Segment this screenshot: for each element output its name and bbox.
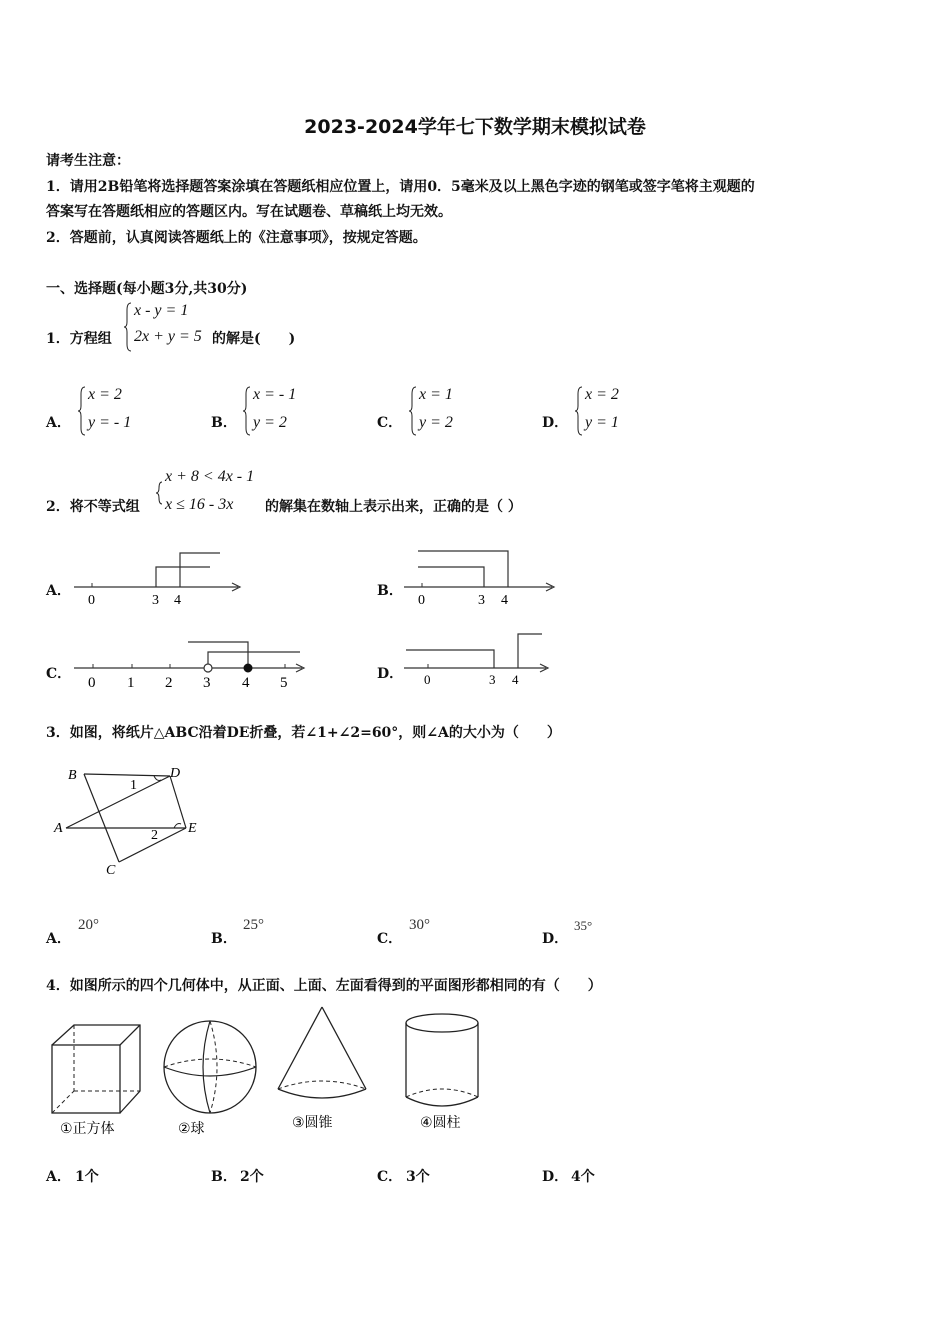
tick-label: 0 [418,593,425,608]
q1-eq-1: x - y = 1 [134,302,189,319]
tick-label: 3 [489,672,496,687]
notice-heading: 请考生注意： [46,153,130,169]
q2-number-line-a[interactable] [70,545,250,610]
left-brace-icon [155,468,163,518]
q1-option-a-line-1: x = 2 [88,386,122,403]
q3-triangle-figure [50,760,210,885]
left-brace-icon [575,386,583,436]
vertex-a: A [54,821,63,836]
vertex-c: C [106,863,116,878]
left-brace-icon [124,302,132,352]
tick-label: 4 [174,593,181,608]
q2-suffix: 的解集在数轴上表示出来，正确的是（ ） [265,499,522,515]
vertex-e: E [188,821,197,836]
caption-cone: ③圆锥 [292,1115,333,1131]
vertex-d: D [170,766,181,781]
tick-label: 1 [127,675,135,691]
q4-option-b-value[interactable]: 2个 [240,1169,264,1185]
q4-option-c-value[interactable]: 3个 [406,1169,430,1185]
q1-equation-system [124,302,219,352]
q1-option-b[interactable] [243,386,323,436]
cone-icon [278,1007,366,1098]
caption-cylinder: ④圆柱 [420,1115,461,1131]
caption-sphere: ②球 [178,1121,205,1137]
tick-label: 4 [512,672,519,687]
closed-point-icon [244,664,252,672]
sphere-icon [164,1021,256,1113]
caption-cube: ①正方体 [60,1121,115,1137]
cylinder-icon [406,1014,478,1106]
q1-option-a-label[interactable]: A． [46,415,71,431]
q3-option-c-label[interactable]: C． [377,931,403,947]
tick-label: 0 [424,672,431,687]
q2-prefix: 2．将不等式组 [46,499,140,515]
q3-option-c-value[interactable]: 30° [409,917,430,933]
left-brace-icon [409,386,417,436]
left-brace-icon [243,386,251,436]
q3-option-a-label[interactable]: A． [46,931,71,947]
q4-solids-figure [46,1005,486,1145]
q3-option-b-label[interactable]: B． [211,931,237,947]
angle-2-label: 2 [151,828,158,843]
q1-option-d[interactable] [575,386,655,436]
tick-label: 4 [501,593,508,608]
q1-option-c[interactable] [409,386,489,436]
tick-label: 3 [152,593,159,608]
notice-line-2: 2．答题前，认真阅读答题纸上的《注意事项》，按规定答题。 [46,230,427,246]
q4-option-a-value[interactable]: 1个 [75,1169,99,1185]
tick-label: 2 [165,675,173,691]
q4-text: 4．如图所示的四个几何体中，从正面、上面、左面看得到的平面图形都相同的有（ ） [46,978,602,994]
q1-suffix: 的解是( ) [212,331,296,347]
q4-option-a-label[interactable]: A． [46,1169,71,1185]
notice-line-1b: 答案写在答题纸相应的答题区内。写在试题卷、草稿纸上均无效。 [46,204,452,220]
q1-eq-2: 2x + y = 5 [134,328,202,345]
left-brace-icon [78,386,86,436]
q1-option-c-line-1: x = 1 [419,386,453,403]
cube-icon [52,1025,140,1113]
q1-option-c-label[interactable]: C． [377,415,403,431]
q4-option-d-label[interactable]: D． [542,1169,569,1185]
tick-label: 5 [280,675,288,691]
angle-1-label: 1 [130,778,137,793]
q2-ineq-2: x ≤ 16 - 3x [165,496,234,513]
q1-prefix: 1．方程组 [46,331,112,347]
tick-label: 4 [242,675,250,691]
q2-number-line-b[interactable] [400,545,560,610]
q1-option-d-label[interactable]: D． [542,415,569,431]
q1-option-b-label[interactable]: B． [211,415,237,431]
q1-option-a-line-2: y = - 1 [88,414,132,431]
q1-option-d-line-1: x = 2 [585,386,619,403]
tick-label: 3 [478,593,485,608]
q2-number-line-d[interactable] [400,628,555,690]
open-point-icon [204,664,212,672]
q3-option-a-value[interactable]: 20° [78,917,99,933]
q2-number-line-c[interactable] [70,632,310,694]
q2-ineq-1: x + 8 < 4x - 1 [165,468,255,485]
q4-option-d-value[interactable]: 4个 [571,1169,595,1185]
q4-option-c-label[interactable]: C． [377,1169,403,1185]
q2-option-b-label[interactable]: B． [377,583,403,599]
q3-option-b-value[interactable]: 25° [243,917,264,933]
q3-text: 3．如图，将纸片△ABC沿着DE折叠，若∠1+∠2=60°，则∠A的大小为（ ） [46,725,561,741]
tick-label: 0 [88,675,96,691]
q4-option-b-label[interactable]: B． [211,1169,237,1185]
q2-option-a-label[interactable]: A． [46,583,71,599]
q2-option-c-label[interactable]: C． [46,666,72,682]
q2-option-d-label[interactable]: D． [377,666,404,682]
q1-option-c-line-2: y = 2 [419,414,453,431]
notice-line-1: 1．请用2B铅笔将选择题答案涂填在答题纸相应位置上，请用0．5毫米及以上黑色字迹的钢笔或签字笔将主观题的 [46,179,755,195]
tick-label: 0 [88,593,95,608]
tick-label: 3 [203,675,211,691]
section-heading: 一、选择题(每小题3分,共30分) [46,281,248,297]
q3-option-d-value[interactable]: 35° [574,918,593,933]
q1-option-a[interactable] [78,386,158,436]
vertex-b: B [68,768,77,783]
q3-option-d-label[interactable]: D． [542,931,569,947]
q1-option-d-line-2: y = 1 [585,414,619,431]
q1-option-b-line-1: x = - 1 [253,386,297,403]
q2-inequality-system [155,468,265,518]
page-title: 2023-2024学年七下数学期末模拟试卷 [304,116,646,138]
q1-option-b-line-2: y = 2 [253,414,287,431]
